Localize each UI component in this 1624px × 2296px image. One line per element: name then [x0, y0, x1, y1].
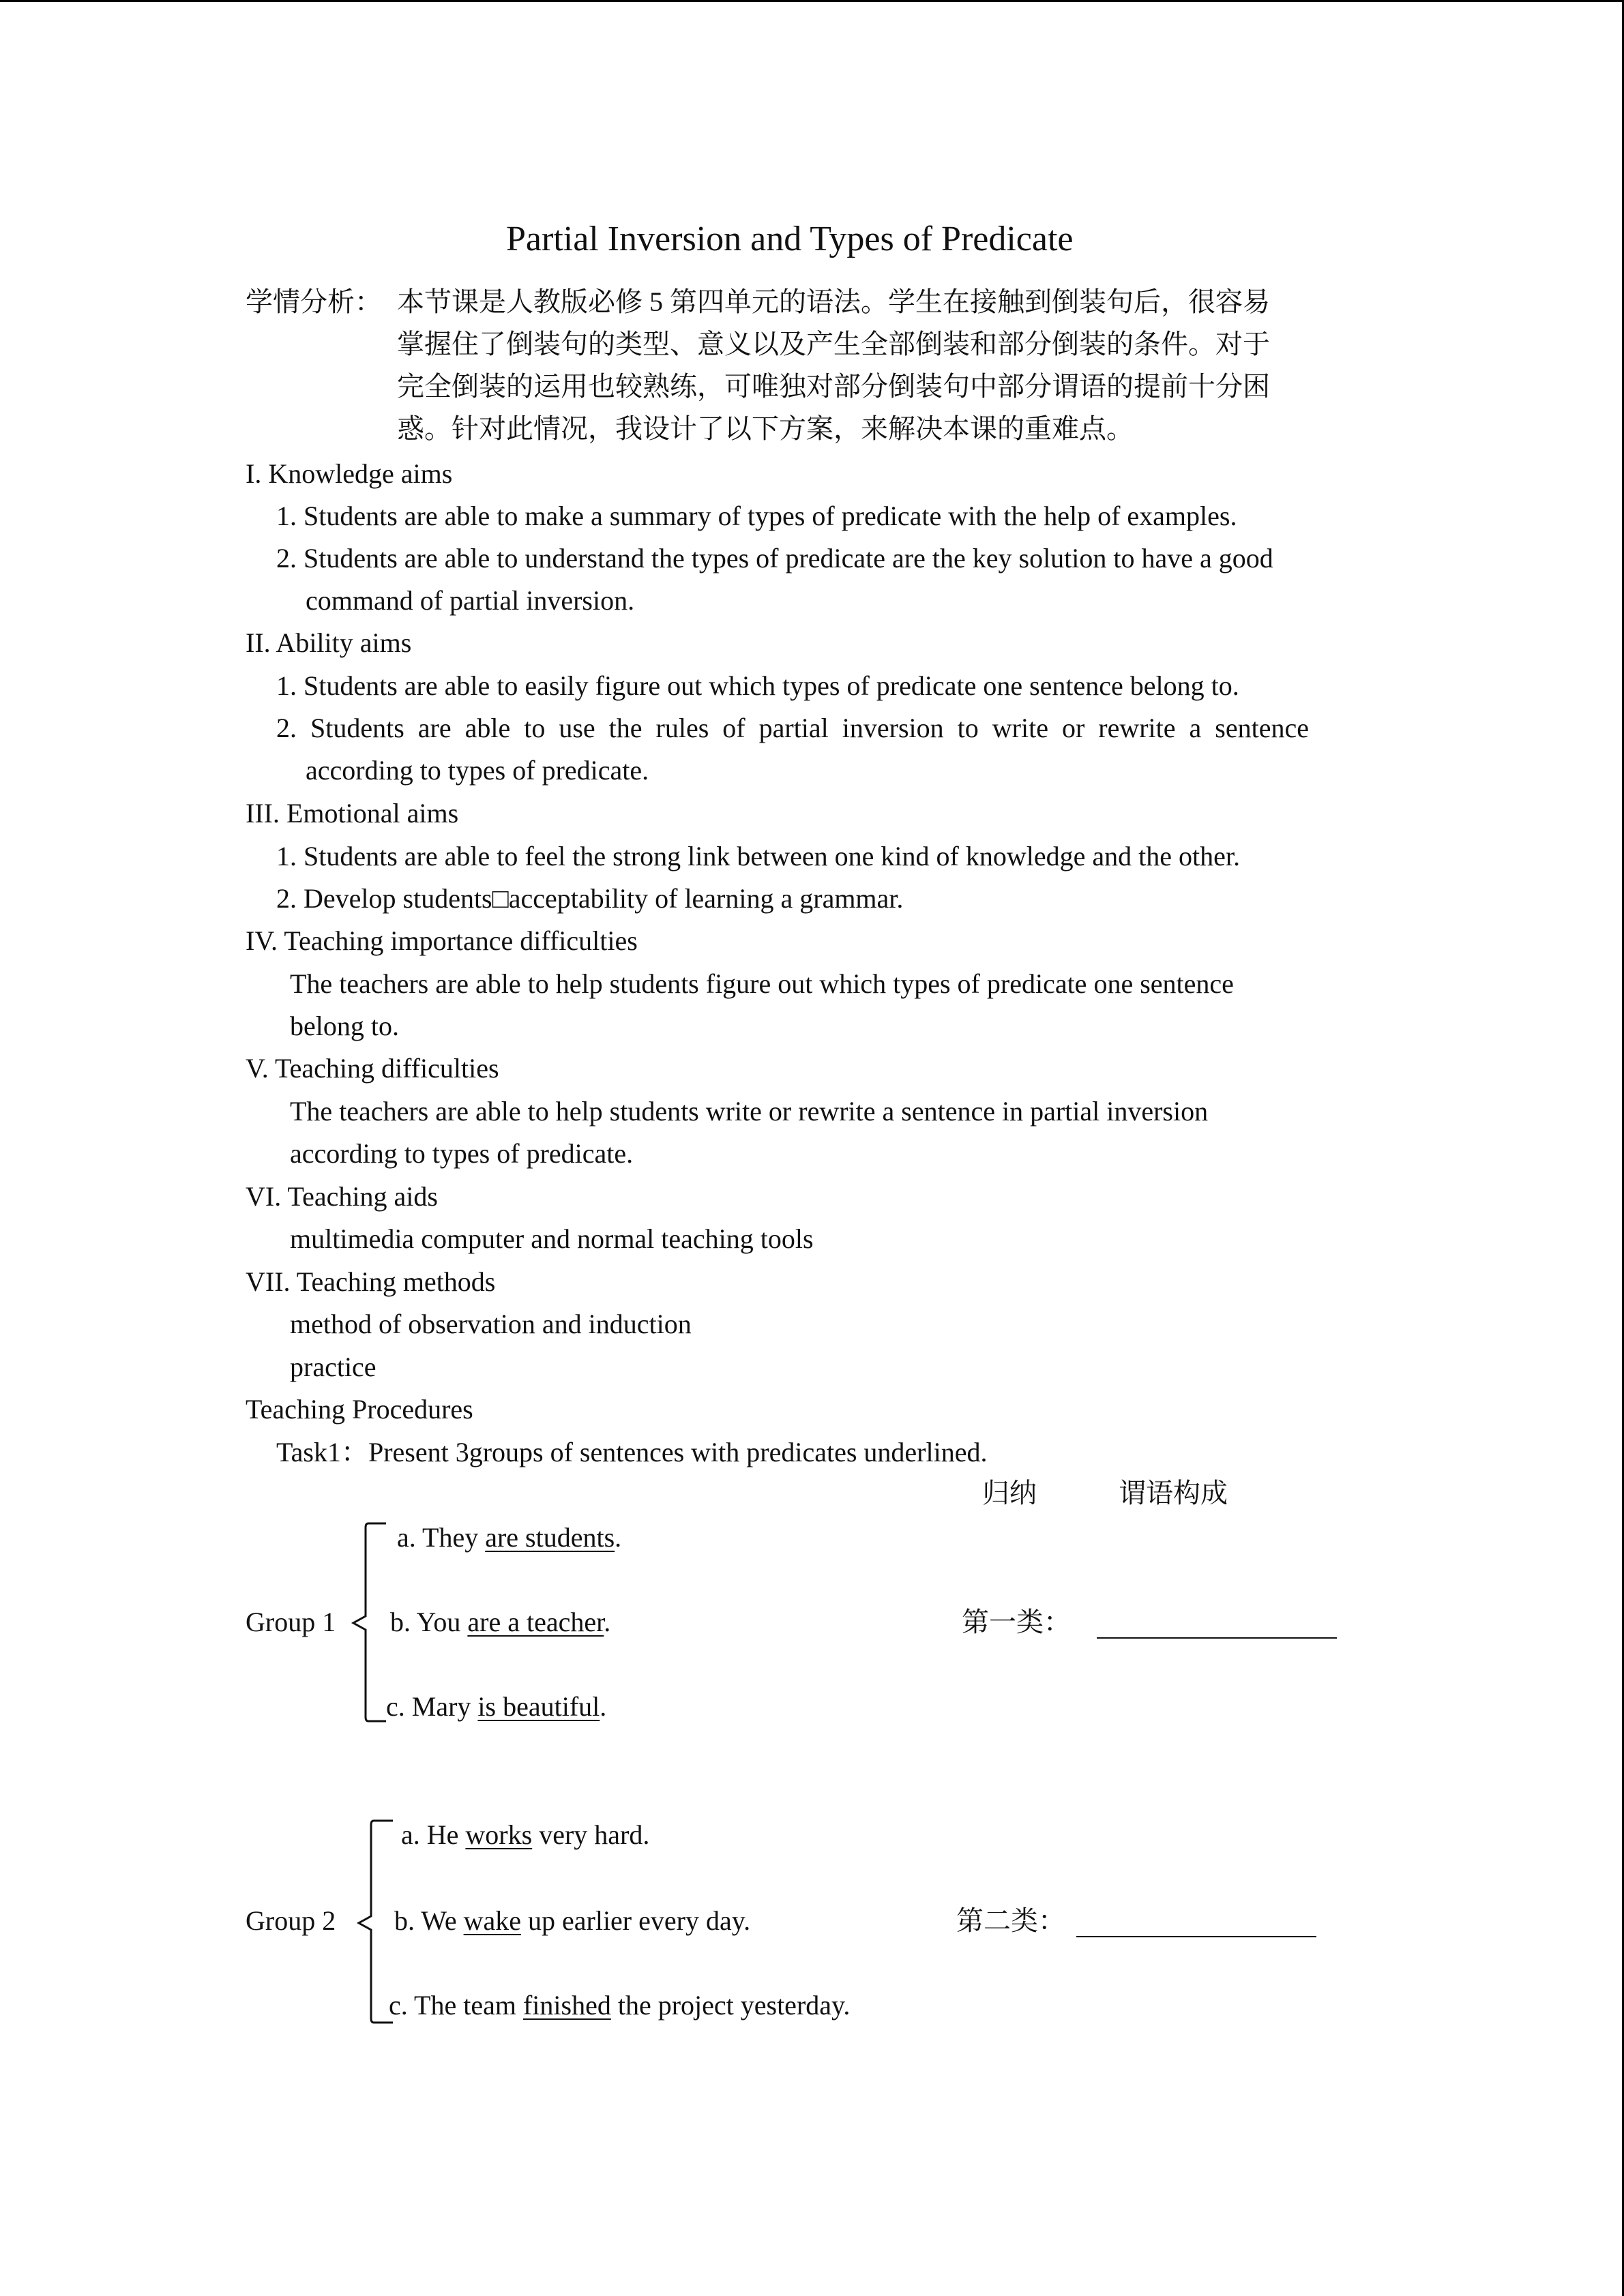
category-label: 第一类：: [962, 1607, 1071, 1637]
body-line: according to types of predicate.: [290, 1138, 634, 1169]
predicate-underlined: are students: [485, 1522, 615, 1553]
list-item: 1. Students are able to make a summary of types of predicate with the help of examples.: [276, 501, 1237, 531]
predicate-underlined: is beautiful: [477, 1691, 600, 1722]
list-item: according to types of predicate.: [306, 755, 649, 786]
section-heading-aids: VI. Teaching aids: [246, 1181, 438, 1212]
analysis-line: 本节课是人教版必修 5 第四单元的语法。学生在接触到倒装句后，很容易: [397, 286, 1270, 317]
section-heading-ability: II. Ability aims: [246, 627, 412, 658]
body-line: practice: [290, 1352, 377, 1382]
body-line: multimedia computer and normal teaching tools: [290, 1223, 814, 1254]
page-title: Partial Inversion and Types of Predicate: [506, 220, 1074, 258]
body-line: The teachers are able to help students figure out which types of predicate one sentence: [290, 968, 1234, 999]
section-heading-importance: IV. Teaching importance difficulties: [246, 925, 638, 956]
column-header-composition: 谓语构成: [1119, 1478, 1228, 1508]
list-item: 2. Develop students□acceptability of learning a grammar.: [276, 883, 904, 914]
category-label: 第二类：: [956, 1905, 1065, 1936]
list-item: 1. Students are able to feel the strong link between one kind of knowledge and the other.: [276, 841, 1240, 871]
section-heading-procedures: Teaching Procedures: [246, 1394, 473, 1425]
predicate-underlined: finished: [522, 1990, 611, 2021]
sentence: c. Mary is beautiful.: [386, 1691, 607, 1722]
body-line: belong to.: [290, 1011, 399, 1041]
task-description: Task1：Present 3groups of sentences with predicates underlined.: [276, 1437, 988, 1467]
body-line: method of observation and induction: [290, 1309, 692, 1339]
sentence: a. He works very hard.: [401, 1819, 650, 1850]
predicate-underlined: works: [465, 1819, 533, 1850]
analysis-line: 完全倒装的运用也较熟练，可唯独对部分倒装句中部分谓语的提前十分困: [397, 371, 1270, 402]
section-heading-knowledge: I. Knowledge aims: [246, 458, 453, 489]
column-header-summary: 归纳: [982, 1478, 1037, 1508]
list-item: command of partial inversion.: [306, 585, 635, 616]
section-heading-difficulties: V. Teaching difficulties: [246, 1053, 499, 1084]
list-item: 2. Students are able to use the rules of partial inversion to write or rewrite a sentence: [276, 713, 1309, 743]
analysis-line: 惑。针对此情况，我设计了以下方案，来解决本课的重难点。: [397, 413, 1134, 444]
list-item: 1. Students are able to easily figure out which types of predicate one sentence belong to.: [276, 670, 1239, 701]
body-line: The teachers are able to help students write or rewrite a sentence in partial inversion: [290, 1096, 1209, 1127]
answer-blank[interactable]: [1076, 1936, 1316, 1937]
group-brace: [348, 1522, 389, 1723]
section-heading-methods: VII. Teaching methods: [246, 1266, 496, 1297]
page-border-top: [0, 0, 1624, 2]
answer-blank[interactable]: [1097, 1637, 1337, 1639]
predicate-underlined: wake: [463, 1905, 521, 1936]
sentence: a. They are students.: [397, 1522, 622, 1553]
group-label: Group 1: [246, 1607, 336, 1637]
list-item: 2. Students are able to understand the types of predicate are the key solution to have a good: [276, 543, 1273, 573]
analysis-label: 学情分析：: [246, 286, 382, 317]
analysis-line: 掌握住了倒装句的类型、意义以及产生全部倒装和部分倒装的条件。对于: [397, 329, 1270, 359]
predicate-underlined: are a teacher: [467, 1607, 604, 1637]
sentence: c. The team finished the project yesterday.: [389, 1990, 851, 2021]
section-heading-emotional: III. Emotional aims: [246, 798, 459, 829]
group-label: Group 2: [246, 1905, 336, 1936]
sentence: b. We wake up earlier every day.: [394, 1905, 751, 1936]
sentence: b. You are a teacher.: [390, 1607, 611, 1637]
